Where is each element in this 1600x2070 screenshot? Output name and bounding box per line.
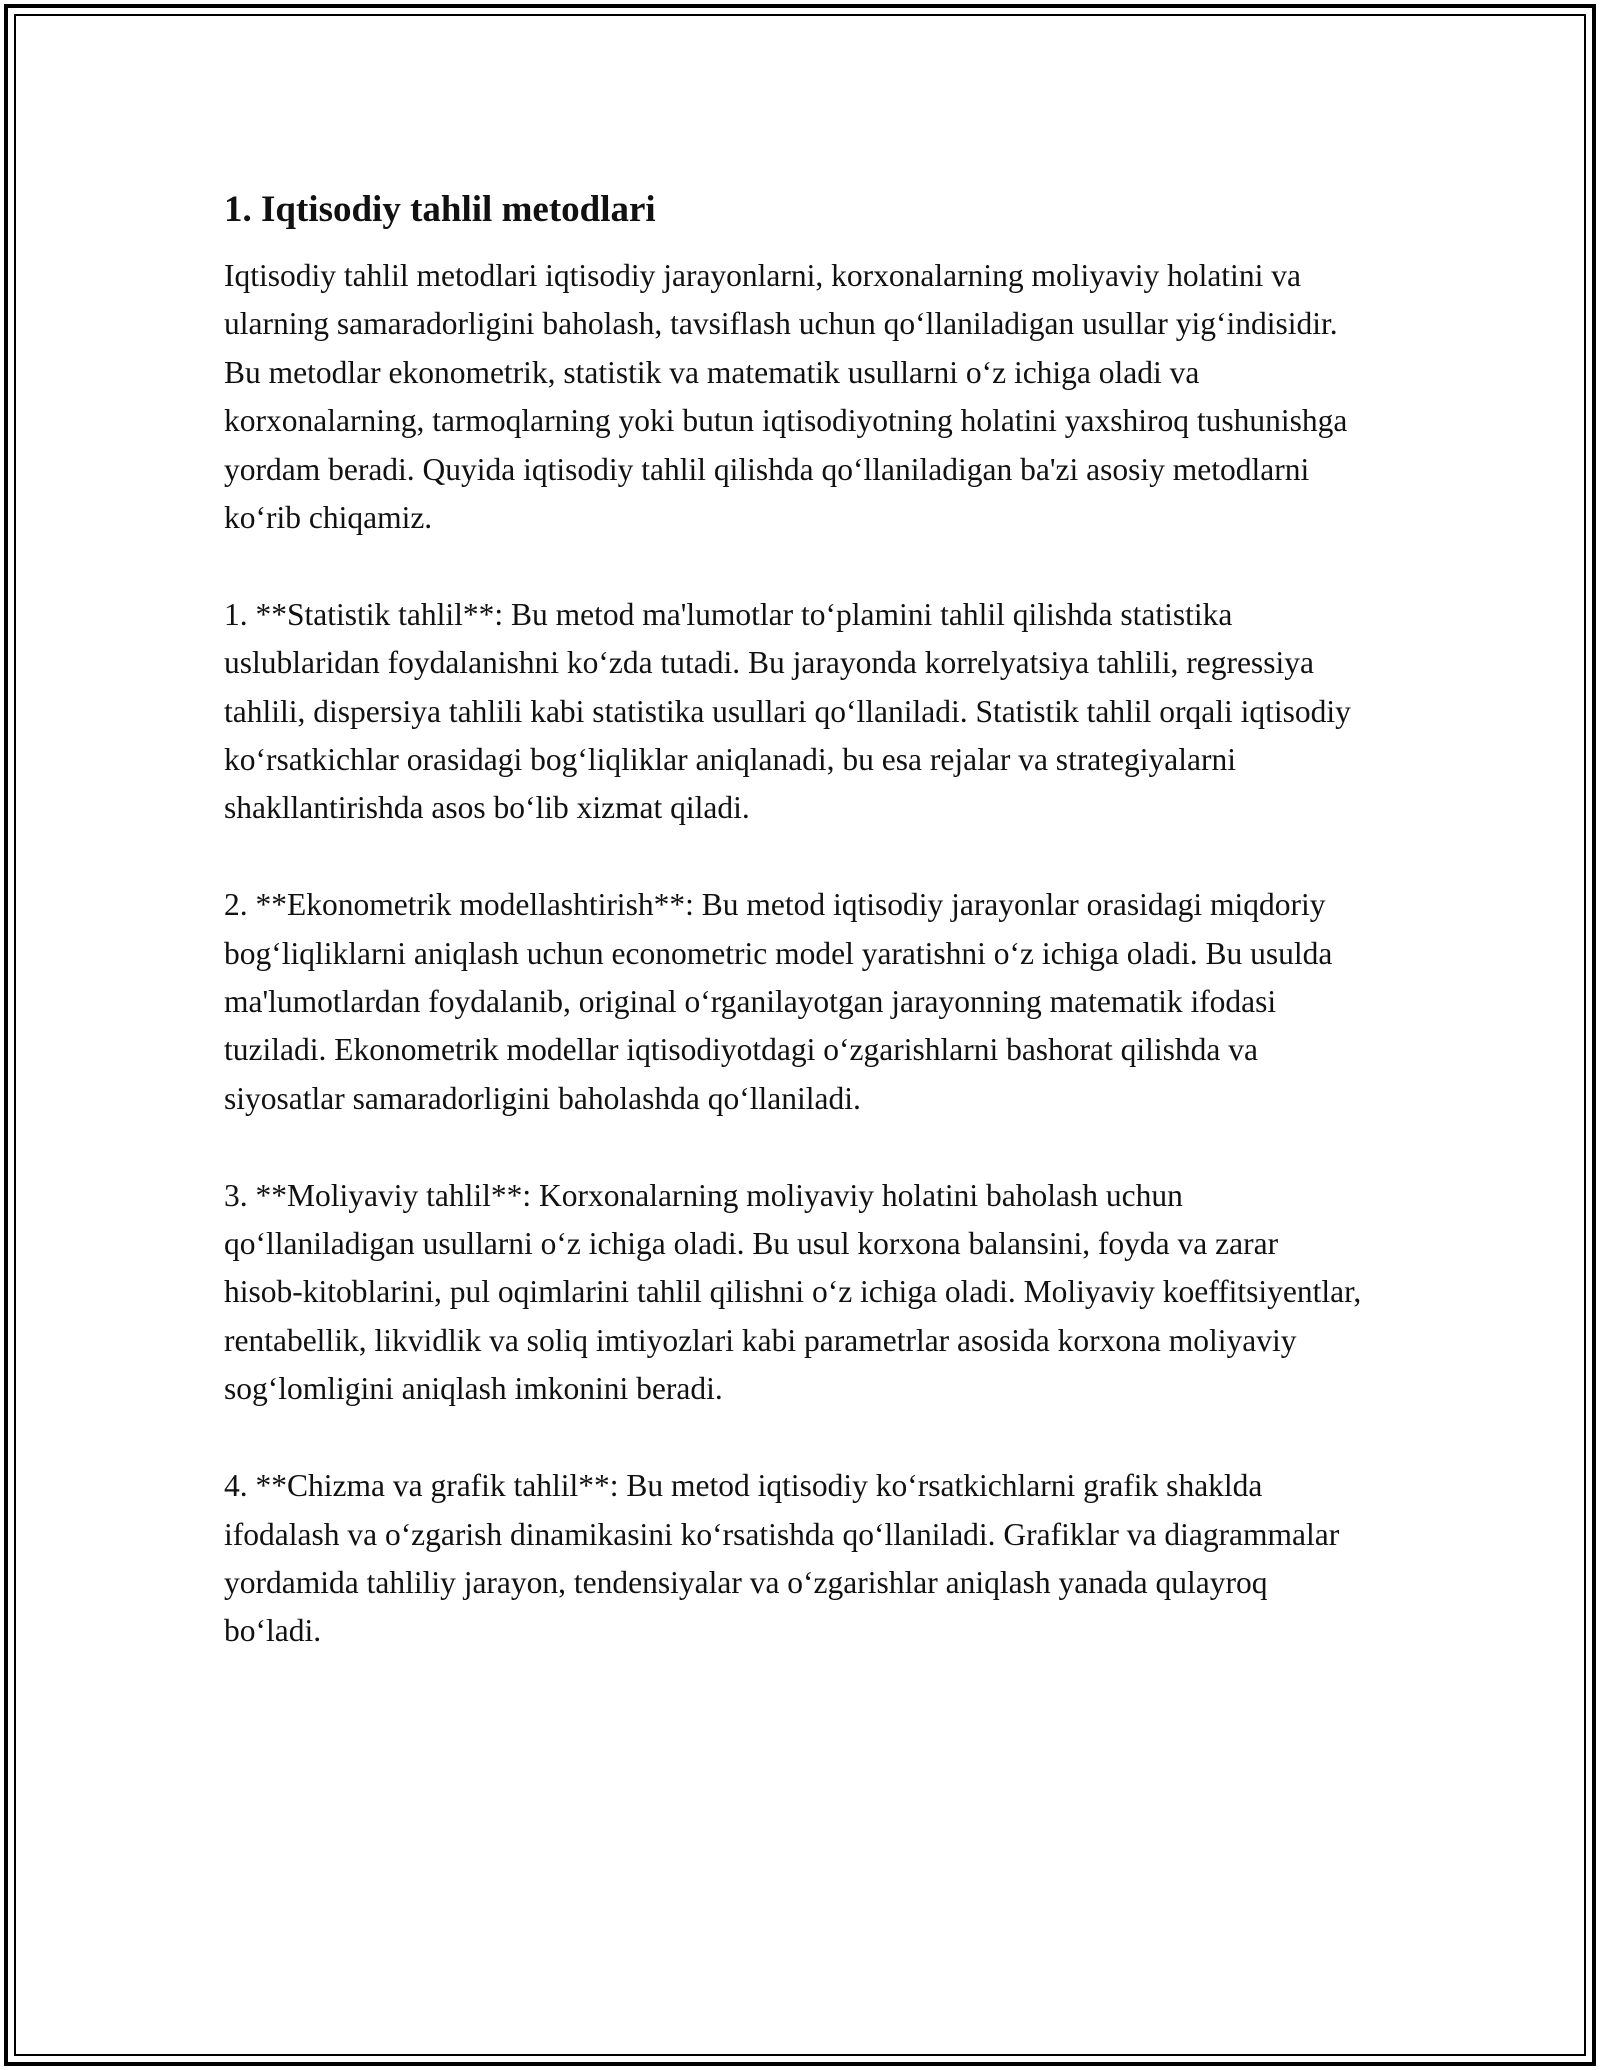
document-body	[224, 188, 1364, 1704]
method-financial-paragraph: 3. **Moliyaviy tahlil**: Korxonalarning moliyaviy holatini baholash uchun qo‘llaniladigan usullarni o‘z ichiga oladi. Bu usul korxona balansini, foyda va zarar hisob-kitoblarini, pul oqimlarini tahlil qilishni o‘z ichiga oladi. Moliyaviy koeffitsiyentlar, rentabellik, likvidlik va soliq imtiyozlari kabi parametrlar asosida korxona moliyaviy sog‘lomligini aniqlash imkonini beradi.	[224, 1177, 1362, 1407]
method-graphical-paragraph: 4. **Chizma va grafik tahlil**: Bu metod iqtisodiy ko‘rsatkichlarni grafik shaklda ifodalash va o‘zgarish dinamikasini ko‘rsatishda qo‘llaniladi. Grafiklar va diagrammalar yordamida tahliliy jarayon, tendensiyalar va o‘zgarishlar aniqlash yanada qulayroq bo‘ladi.	[224, 1468, 1340, 1649]
intro-paragraph: Iqtisodiy tahlil metodlari iqtisodiy jarayonlarni, korxonalarning moliyaviy holatini va ularning samaradorligini baholash, tavsiflash uchun qo‘llaniladigan usullar yig‘indisidir. Bu metodlar ekonometrik, statistik va matematik usullarni o‘z ichiga oladi va korxonalarning, tarmoqlarning yoki butun iqtisodiyotning holatini yaxshiroq tushunishga yordam beradi. Quyida iqtisodiy tahlil qilishda qo‘llaniladigan ba'zi asosiy metodlarni ko‘rib chiqamiz.	[224, 258, 1348, 536]
section-heading: 1. Iqtisodiy tahlil metodlari	[224, 189, 656, 230]
method-econometric-paragraph: 2. **Ekonometrik modellashtirish**: Bu metod iqtisodiy jarayonlar orasidagi miqdoriy bog‘liqliklarni aniqlash uchun econometric model yaratishni o‘z ichiga oladi. Bu usulda ma'lumotlardan foydalanib, original o‘rganilayotgan jarayonning matematik ifodasi tuziladi. Ekonometrik modellar iqtisodiyotdagi o‘zgarishlarni bashorat qilishda va siyosatlar samaradorligini baholashda qo‘llaniladi.	[224, 887, 1333, 1116]
method-statistical-paragraph: 1. **Statistik tahlil**: Bu metod ma'lumotlar to‘plamini tahlil qilishda statistika uslublaridan foydalanishni ko‘zda tutadi. Bu jarayonda korrelyatsiya tahlili, regressiya tahlili, dispersiya tahlili kabi statistika usullari qo‘llaniladi. Statistik tahlil orqali iqtisodiy ko‘rsatkichlar orasidagi bog‘liqliklar aniqlanadi, bu esa rejalar va strategiyalarni shakllantirishda asos bo‘lib xizmat qiladi.	[224, 596, 1351, 826]
